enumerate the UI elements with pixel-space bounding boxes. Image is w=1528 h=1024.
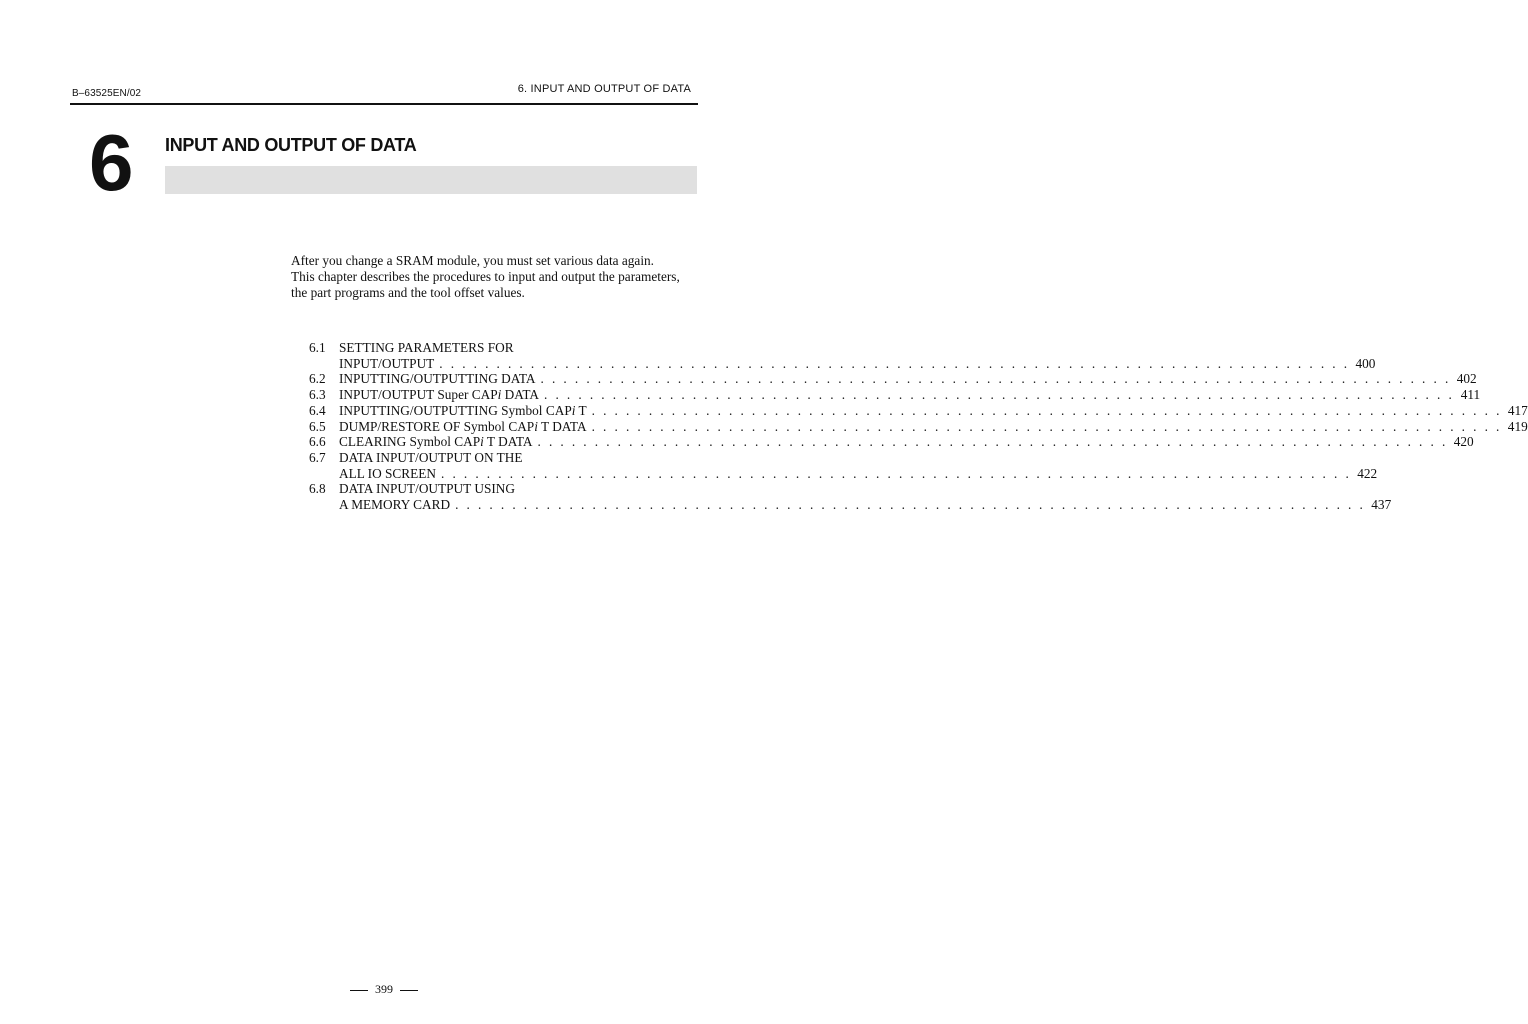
running-header: 6. INPUT AND OUTPUT OF DATA bbox=[517, 83, 691, 95]
italic-i: i bbox=[534, 418, 538, 434]
toc-title: INPUT/OUTPUT bbox=[339, 355, 435, 371]
intro-line: After you change a SRAM module, you must set various data again. bbox=[291, 253, 655, 268]
italic-i: i bbox=[497, 387, 502, 403]
toc-entry-body bbox=[339, 387, 1481, 403]
toc-page-number: 402 bbox=[1456, 371, 1477, 387]
toc-dot-leader: . . . . . . . . . . . . . . . . . . . . . . . . . . . . . . . . . . . . . . . . . . . . . . . . . . . . . . . . . . . . . . . . . . . . . . . . . . . . . . . . bbox=[544, 387, 1455, 403]
toc-title: ALL IO SCREEN bbox=[339, 465, 437, 481]
toc-title: DATA INPUT/OUTPUT USING bbox=[339, 481, 515, 497]
toc-title: CLEARING Symbol CAPi T DATA bbox=[339, 434, 533, 450]
toc-page-number: 411 bbox=[1460, 387, 1481, 403]
toc-entry[interactable] bbox=[309, 434, 1474, 450]
toc-line bbox=[339, 450, 679, 466]
italic-i: i bbox=[480, 434, 484, 450]
toc-title: INPUTTING/OUTPUTTING Symbol CAPi T bbox=[339, 402, 587, 418]
toc-dot-leader: . . . . . . . . . . . . . . . . . . . . . . . . . . . . . . . . . . . . . . . . . . . . . . . . . . . . . . . . . . . . . . . . . . . . . . . . . . . . . . . . bbox=[591, 418, 1502, 434]
toc-line bbox=[339, 434, 1474, 450]
toc-page-number: 420 bbox=[1453, 434, 1474, 450]
toc-entry[interactable] bbox=[309, 371, 1477, 387]
toc-entry[interactable] bbox=[309, 418, 1528, 435]
intro-paragraph bbox=[291, 253, 706, 301]
toc-page-number: 400 bbox=[1355, 355, 1376, 371]
toc-line bbox=[339, 340, 679, 356]
footer-dash-left bbox=[350, 990, 368, 991]
table-of-contents bbox=[309, 340, 1528, 513]
toc-entry-body bbox=[339, 434, 1474, 450]
toc-section-number: 6.1 bbox=[309, 340, 326, 355]
toc-entry-body bbox=[339, 340, 1376, 371]
toc-section-number: 6.4 bbox=[309, 402, 326, 418]
header-rule bbox=[70, 103, 698, 105]
document-code: B–63525EN/02 bbox=[72, 88, 142, 99]
toc-entry-body bbox=[339, 481, 1392, 513]
toc-page-number: 422 bbox=[1357, 465, 1378, 481]
toc-line bbox=[339, 371, 1477, 387]
toc-entry-body bbox=[339, 402, 1528, 419]
toc-dot-leader: . . . . . . . . . . . . . . . . . . . . . . . . . . . . . . . . . . . . . . . . . . . . . . . . . . . . . . . . . . . . . . . . . . . . . . . . . . . . . . . . bbox=[439, 355, 1350, 371]
toc-section-number: 6.3 bbox=[309, 387, 326, 403]
toc-page-number: 419 bbox=[1507, 418, 1528, 434]
toc-entry[interactable] bbox=[309, 449, 1378, 481]
toc-line bbox=[339, 497, 1392, 513]
toc-dot-leader: . . . . . . . . . . . . . . . . . . . . . . . . . . . . . . . . . . . . . . . . . . . . . . . . . . . . . . . . . . . . . . . . . . . . . . . . . . . . . . . . bbox=[455, 497, 1366, 513]
toc-section-number: 6.7 bbox=[309, 449, 326, 465]
toc-title: DATA INPUT/OUTPUT ON THE bbox=[339, 449, 523, 465]
italic-i: i bbox=[571, 402, 576, 418]
toc-page-number: 417 bbox=[1507, 402, 1528, 418]
toc-line bbox=[339, 402, 1528, 419]
toc-entry[interactable] bbox=[309, 481, 1392, 513]
page-footer bbox=[0, 982, 768, 997]
toc-line bbox=[339, 418, 1528, 435]
title-shading-bar bbox=[165, 166, 697, 194]
toc-section-number: 6.6 bbox=[309, 434, 326, 450]
toc-title: SETTING PARAMETERS FOR bbox=[339, 340, 514, 355]
toc-dot-leader: . . . . . . . . . . . . . . . . . . . . . . . . . . . . . . . . . . . . . . . . . . . . . . . . . . . . . . . . . . . . . . . . . . . . . . . . . . . . . . . . bbox=[537, 434, 1448, 450]
toc-section-number: 6.2 bbox=[309, 371, 326, 387]
toc-line bbox=[339, 481, 679, 497]
toc-page-number: 437 bbox=[1371, 497, 1392, 513]
toc-entry[interactable] bbox=[309, 387, 1481, 403]
toc-dot-leader: . . . . . . . . . . . . . . . . . . . . . . . . . . . . . . . . . . . . . . . . . . . . . . . . . . . . . . . . . . . . . . . . . . . . . . . . . . . . . . . . bbox=[441, 465, 1352, 481]
toc-line bbox=[339, 387, 1481, 403]
toc-section-number: 6.5 bbox=[309, 418, 326, 434]
toc-line bbox=[339, 465, 1378, 482]
toc-entry-body bbox=[339, 371, 1477, 387]
toc-title: INPUTTING/OUTPUTTING DATA bbox=[339, 371, 536, 387]
toc-entry[interactable] bbox=[309, 340, 1376, 371]
toc-dot-leader: . . . . . . . . . . . . . . . . . . . . . . . . . . . . . . . . . . . . . . . . . . . . . . . . . . . . . . . . . . . . . . . . . . . . . . . . . . . . . . . . bbox=[591, 402, 1502, 418]
chapter-title: INPUT AND OUTPUT OF DATA bbox=[165, 135, 417, 155]
toc-entry[interactable] bbox=[309, 402, 1528, 419]
page-number: 399 bbox=[375, 982, 393, 996]
chapter-number: 6 bbox=[89, 118, 132, 207]
footer-dash-right bbox=[400, 990, 418, 991]
toc-entry-body bbox=[339, 418, 1528, 435]
intro-line: the part programs and the tool offset values. bbox=[291, 285, 525, 300]
toc-line bbox=[339, 355, 1376, 372]
intro-line: This chapter describes the procedures to input and output the parameters, bbox=[291, 269, 680, 284]
toc-dot-leader: . . . . . . . . . . . . . . . . . . . . . . . . . . . . . . . . . . . . . . . . . . . . . . . . . . . . . . . . . . . . . . . . . . . . . . . . . . . . . . . . bbox=[540, 371, 1451, 387]
toc-title: A MEMORY CARD bbox=[339, 497, 451, 513]
toc-title: INPUT/OUTPUT Super CAPi DATA bbox=[339, 387, 540, 403]
toc-entry-body bbox=[339, 449, 1378, 481]
toc-section-number: 6.8 bbox=[309, 481, 326, 497]
toc-title: DUMP/RESTORE OF Symbol CAPi T DATA bbox=[339, 418, 587, 434]
